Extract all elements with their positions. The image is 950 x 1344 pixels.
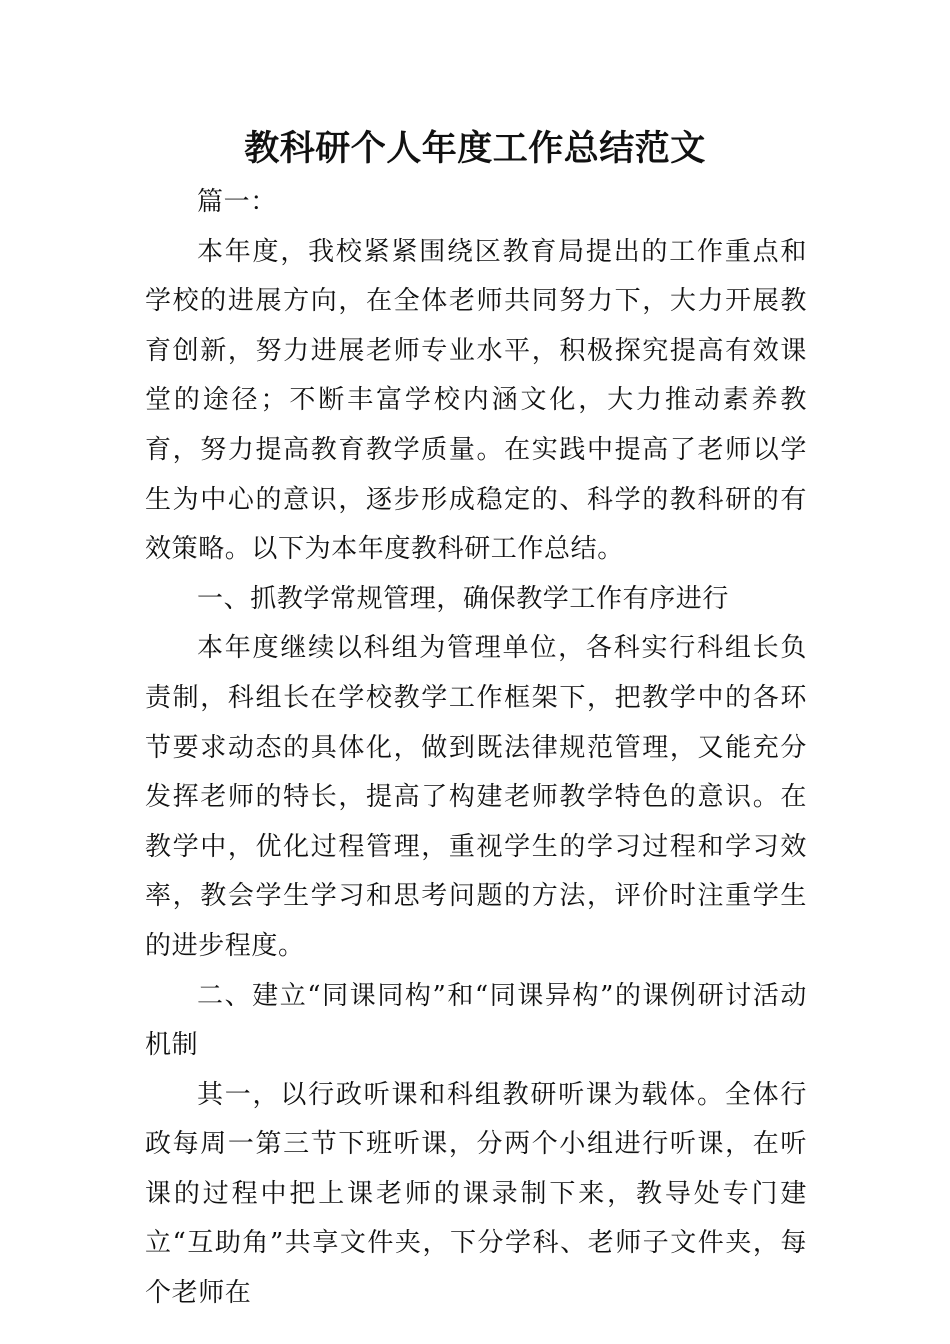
paragraph-intro: 本年度，我校紧紧围绕区教育局提出的工作重点和学校的进展方向，在全体老师共同努力下，大力开展教育创新，努力进展老师专业水平，积极探究提高有效课堂的途径；不断丰富学校内涵文化，大力推动素养教育，努力提高教育教学质量。在实践中提高了老师以学生为中心的意识，逐步形成稳定的、科学的教科研的有效策略。以下为本年度教科研工作总结。 [145,236,807,565]
paragraph-section-2: 其一，以行政听课和科组教研听课为载体。全体行政每周一第三节下班听课，分两个小组进行听课，在听课的过程中把上课老师的课录制下来，教导处专门建立“互助角”共享文件夹，下分学科、老师子文件夹，每个老师在 [145,1079,807,1309]
heading-section-1: 一、抓教学常规管理，确保教学工作有序进行 [197,583,730,614]
paragraph-section-label: 篇一： [197,187,277,217]
heading-section-2: 二、建立“同课同构”和“同课异构”的课例研讨活动机制 [145,980,807,1061]
document-title: 教科研个人年度工作总结范文 [244,129,706,169]
paragraph-section-1: 本年度继续以科组为管理单位，各科实行科组长负责制，科组长在学校教学工作框架下，把教学中的各环节要求动态的具体化，做到既法律规范管理，又能充分发挥老师的特长，提高了构建老师教学特色的意识。在教学中，优化过程管理，重视学生的学习过程和学习效率，教会学生学习和思考问题的方法，评价时注重学生的进步程度。 [145,633,807,961]
document-body [145,178,807,1319]
